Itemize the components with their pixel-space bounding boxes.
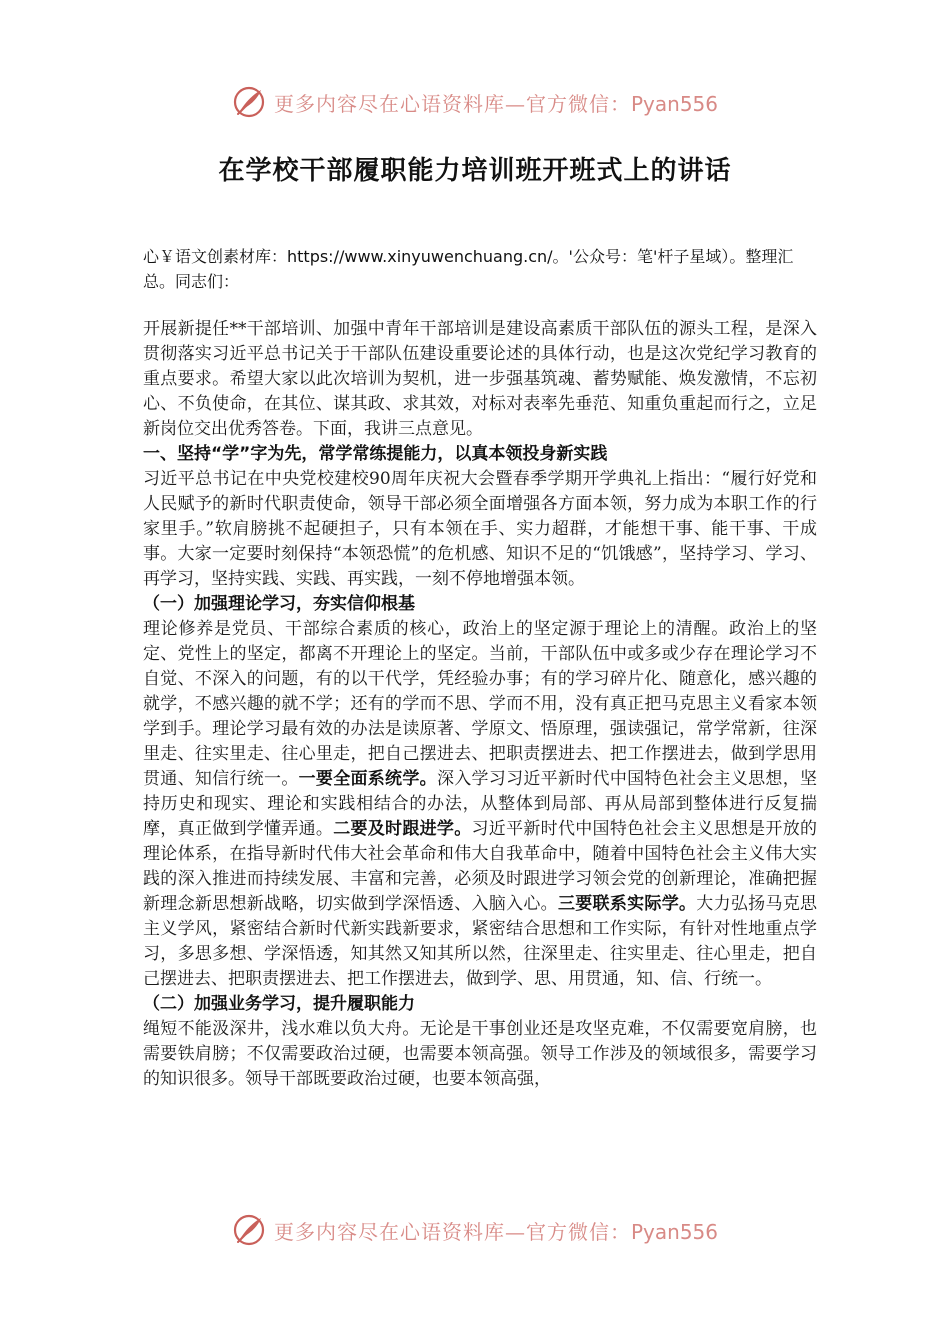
source-line: 心￥语文创素材库：https://www.xinyuwenchuang.cn/。'公众号：笔'杆子星域）。整理汇总。同志们： bbox=[143, 247, 794, 291]
subsection-1-paragraph: 理论修养是党员、干部综合素质的核心，政治上的坚定源于理论上的清醒。政治上的坚定、党性上的坚定，都离不开理论上的坚定。当前，干部队伍中或多或少存在理论学习不自觉、不深入的问题，有的以干代学，凭经验办事；有的学习碎片化、随意化，感兴趣的就学，不感兴趣的就不学；还有的学而不思、学而不用，没有真正把马克思主义看家本领学到手。理论学习最有效的办法是读原著、学原文、悟原理，强读强记，常学常新，往深里走、往实里走、往心里走，把自己摆进去、把职责摆进去、把工作摆进去，做到学思用贯通、知信行统一。一要全面系统学。深入学习习近平新时代中国特色社会主义思想，坚持历史和现实、理论和实践相结合的办法，从整体到局部、再从局部到整体进行反复揣摩，真正做到学懂弄通。二要及时跟进学。习近平新时代中国特色社会主义思想是开放的理论体系，在指导新时代伟大社会革命和伟大自我革命中，随着中国特色社会主义伟大实践的深入推进而持续发展、丰富和完善，必须及时跟进学习领会党的创新理论，准确把握新理念新思想新战略，切实做到学深悟透、入脑入心。三要联系实际学。大力弘扬马克思主义学风，紧密结合新时代新实践新要求，紧密结合思想和工作实际，有针对性地重点学习，多思多想、学深悟透，知其然又知其所以然，往深里走、往实里走、往心里走，把自己摆进去、把职责摆进去、把工作摆进去，做到学、思、用贯通，知、信、行统一。 bbox=[143, 619, 818, 989]
point-3-label: 三要联系实际学。 bbox=[557, 894, 697, 914]
watermark-text: 更多内容尽在心语资料库—官方微信：Pyan556 bbox=[273, 1219, 718, 1244]
watermark-banner-top bbox=[0, 82, 950, 122]
watermark-text: 更多内容尽在心语资料库—官方微信：Pyan556 bbox=[273, 91, 718, 116]
quill-logo-icon bbox=[232, 1213, 266, 1247]
subsection-2-paragraph: 绳短不能汲深井，浅水难以负大舟。无论是干事创业还是攻坚克难，不仅需要宽肩膀，也需要铁肩膀；不仅需要政治过硬，也需要本领高强。领导工作涉及的领域很多，需要学习的知识很多。领导干部既要政治过硬，也要本领高强， bbox=[143, 1019, 817, 1089]
section-1-paragraph: 习近平总书记在中央党校建校90周年庆祝大会暨春季学期开学典礼上指出：“履行好党和人民赋予的新时代职责使命，领导干部必须全面增强各方面本领，努力成为本职工作的行家里手。”软肩膀挑不起硬担子，只有本领在手、实力超群，才能想干事、能干事、干成事。大家一定要时刻保持“本领恐慌”的危机感、知识不足的“饥饿感”，坚持学习、学习、再学习，坚持实践、实践、再实践，一刻不停地增强本领。 bbox=[143, 469, 817, 589]
document-title: 在学校干部履职能力培训班开班式上的讲话 bbox=[218, 156, 732, 186]
point-1-label: 一要全面系统学。 bbox=[298, 769, 437, 789]
point-2-label: 二要及时跟进学。 bbox=[333, 819, 472, 839]
quill-logo-icon bbox=[232, 85, 266, 119]
watermark-banner-bottom bbox=[0, 1210, 950, 1250]
intro-paragraph: 开展新提任**干部培训、加强中青年干部培训是建设高素质干部队伍的源头工程，是深入贯彻落实习近平总书记关于干部队伍建设重要论述的具体行动，也是这次党纪学习教育的重点要求。希望大家以此次培训为契机，进一步强基筑魂、蓄势赋能、焕发激情，不忘初心、不负使命，在其位、谋其政、求其效，对标对表率先垂范、知重负重起而行之，立足新岗位交出优秀答卷。下面，我讲三点意见。 bbox=[143, 319, 817, 439]
section-1-heading: 一、坚持“学”字为先，常学常练提能力，以真本领投身新实践 bbox=[143, 444, 608, 464]
document-body bbox=[143, 317, 817, 1092]
subsection-1-heading: （一）加强理论学习，夯实信仰根基 bbox=[143, 594, 415, 614]
subsection-2-heading: （二）加强业务学习，提升履职能力 bbox=[143, 994, 415, 1014]
